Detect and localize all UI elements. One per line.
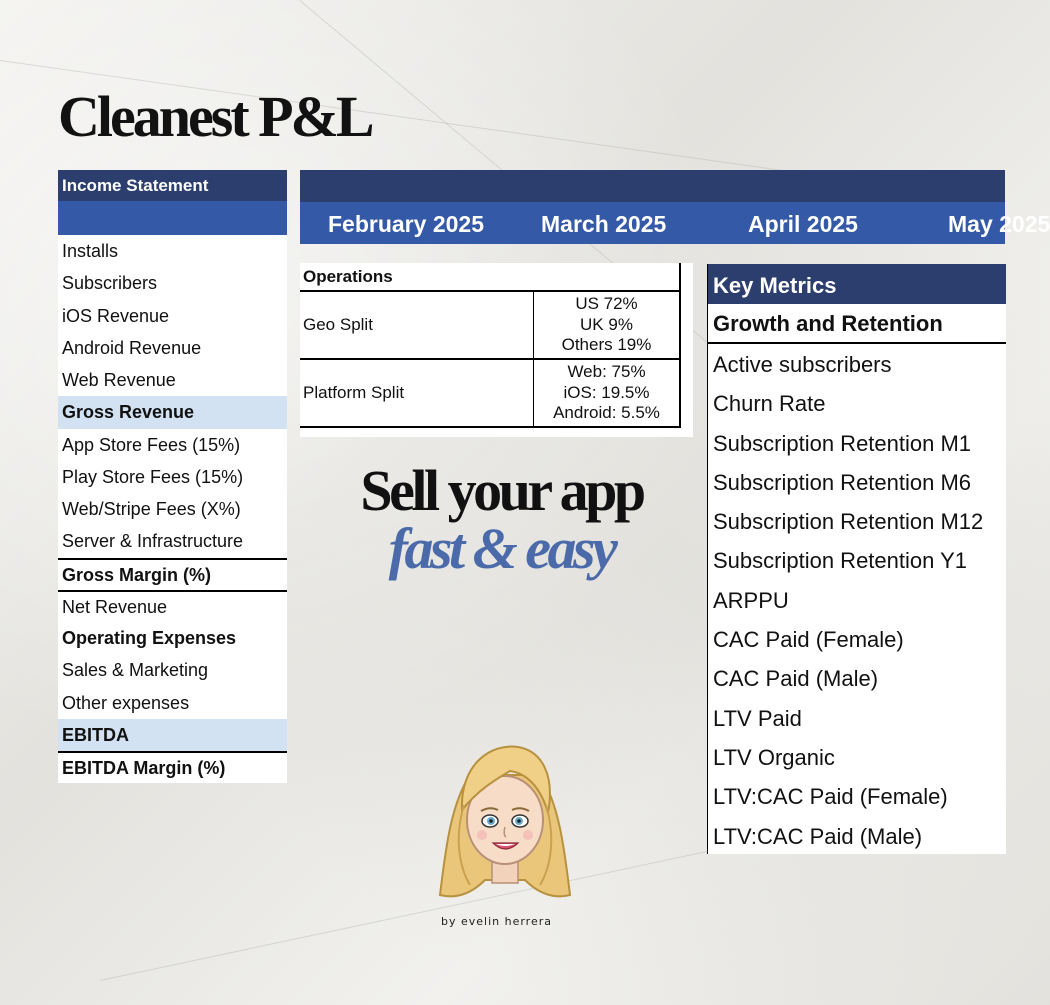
avatar-illustration (430, 735, 580, 910)
row-other-expenses: Other expenses (62, 692, 190, 713)
months-header-top (300, 170, 1005, 202)
row-operating-expenses: Operating Expenses (62, 628, 237, 648)
row-web-revenue: Web Revenue (62, 370, 176, 390)
row-installs: Installs (62, 241, 119, 261)
month-column-header: February 2025 (328, 211, 484, 237)
row-app-store-fees: App Store Fees (15%) (62, 434, 241, 455)
metric-row: Active subscribers (713, 352, 892, 377)
months-header (300, 170, 1050, 244)
promo-subheadline: fast & easy (388, 516, 615, 581)
metric-row: ARPPU (713, 587, 789, 613)
platform-split-label: Platform Split (300, 359, 534, 427)
income-statement-table (58, 170, 287, 783)
metric-row: Subscription Retention M12 (713, 509, 984, 535)
month-column-header: April 2025 (748, 211, 858, 237)
geo-split-value: Others 19% (561, 335, 652, 355)
key-metrics-table (707, 264, 1006, 854)
table-row (300, 291, 680, 359)
platform-split-value: Web: 75% (567, 362, 646, 382)
metric-row: LTV Paid (713, 705, 802, 731)
platform-split-values (534, 359, 681, 427)
row-sales-marketing: Sales & Marketing (62, 660, 209, 681)
row-play-store-fees: Play Store Fees (15%) (62, 466, 244, 487)
table-row (300, 359, 680, 427)
promo-headline: Sell your app (360, 458, 643, 523)
row-gross-margin: Gross Margin (%) (58, 558, 287, 590)
row-web-stripe-fees: Web/Stripe Fees (X%) (62, 499, 241, 519)
page-title: Cleanest P&L (58, 84, 372, 149)
metric-row: LTV:CAC Paid (Female) (713, 784, 948, 810)
geo-split-value: UK 9% (580, 314, 633, 334)
operations-table (300, 263, 693, 437)
metric-row: CAC Paid (Male) (713, 666, 879, 692)
byline: by evelin herrera (441, 915, 552, 928)
month-column-header: March 2025 (541, 211, 667, 237)
key-metrics-header: Key Metrics (708, 264, 1006, 304)
metric-row: LTV Organic (713, 744, 835, 770)
row-net-revenue: Net Revenue (58, 590, 287, 622)
metric-row: CAC Paid (Female) (713, 627, 904, 653)
metric-row: Subscription Retention M1 (713, 430, 972, 456)
row-ebitda-margin: EBITDA Margin (%) (58, 751, 287, 783)
geo-split-values (534, 291, 681, 359)
month-column-header: May 2025 (948, 211, 1050, 237)
row-gross-revenue: Gross Revenue (58, 396, 287, 428)
row-subscribers: Subscribers (62, 273, 158, 294)
platform-split-value: iOS: 19.5% (563, 382, 650, 402)
metric-row: Subscription Retention Y1 (713, 548, 967, 574)
income-statement-header-band (58, 201, 287, 235)
months-header-band (300, 202, 1050, 244)
row-server-infrastructure: Server & Infrastructure (62, 531, 244, 552)
metric-row: LTV:CAC Paid (Male) (713, 823, 923, 849)
metric-row: Subscription Retention M6 (713, 469, 972, 495)
platform-split-value: Android: 5.5% (553, 403, 660, 423)
metric-row: Churn Rate (713, 391, 826, 417)
row-ebitda: EBITDA (58, 719, 287, 751)
geo-split-value: US 72% (575, 294, 638, 314)
growth-retention-section: Growth and Retention (708, 304, 1006, 344)
row-android-revenue: Android Revenue (62, 337, 202, 358)
operations-title: Operations (300, 263, 680, 291)
income-statement-header: Income Statement (58, 170, 287, 201)
geo-split-label: Geo Split (300, 291, 534, 359)
row-ios-revenue: iOS Revenue (62, 305, 170, 326)
